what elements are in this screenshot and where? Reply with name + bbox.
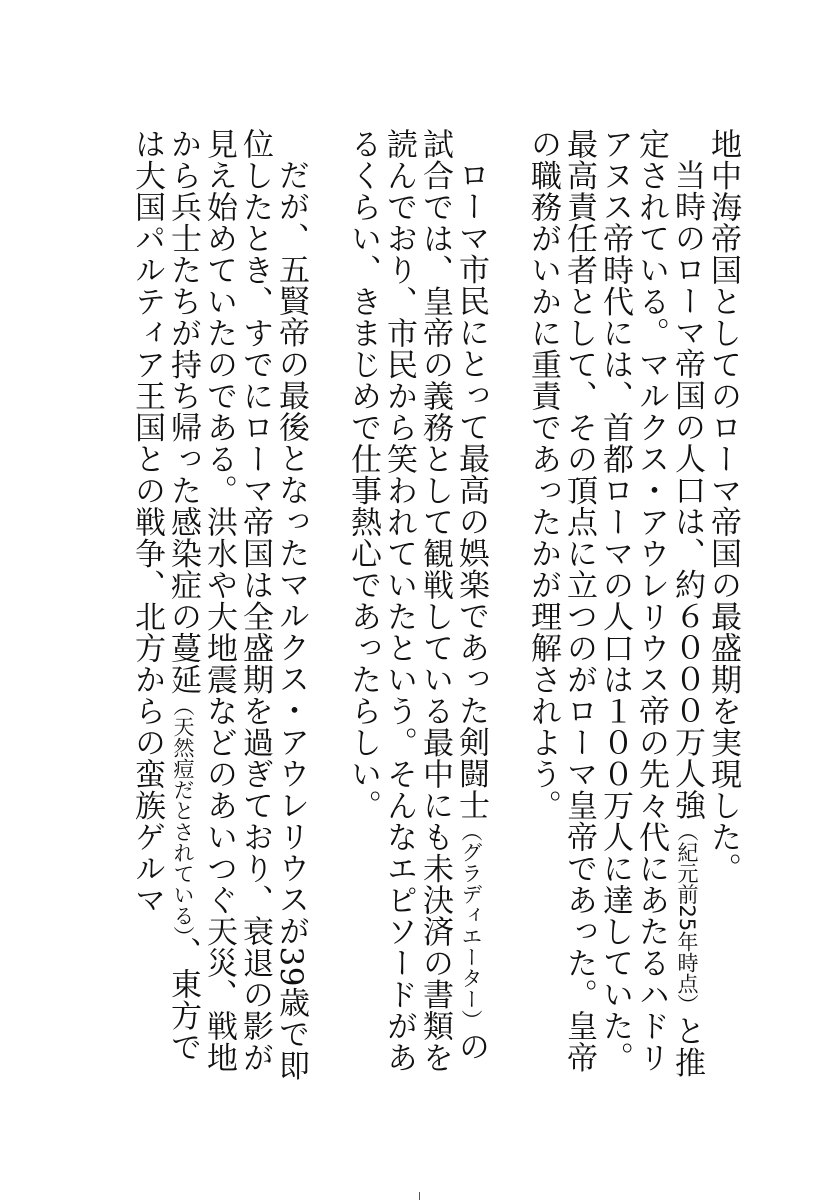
text-run: 当時のローマ帝国の人口は、約６０００万人強 [669, 159, 705, 821]
text-run: ローマ市民にとって最高の娯楽であった剣闘士 [453, 159, 489, 821]
inline-annotation: （グラディエーター） [459, 820, 483, 1031]
text-run: 、東方では大国パルティア王国との戦争、北方からの蛮族ゲルマ [129, 128, 201, 1063]
text-run: の試合では、皇帝の義務として観戦している最中にも未決済の書類を読んでおり、市民から笑われていたという。そんなエピソードがあるくらい、きまじめで仕事熱心であったらしい。 [345, 128, 489, 1073]
page-bottom-mark [419, 1192, 420, 1200]
text-run: 地中海帝国としてのローマ帝国の最盛期を実現した。 [705, 128, 741, 884]
paragraph-2 [525, 128, 705, 1088]
text-run: と推定されている。マルクス・アウレリウス帝の先々代にあたるハドリアヌス帝時代には、首都ローマの人口は１００万人に達していた。最高責任者として、その頂点に立つのがローマ皇帝であった。皇帝の職務がいかに重責であったかが理解されよう。 [525, 128, 705, 1079]
inline-annotation: （天然痘だとされている） [171, 695, 195, 937]
paragraph-1 [705, 128, 741, 1088]
paragraph-4 [129, 128, 309, 1088]
vertical-text-body [129, 128, 741, 1088]
text-run: だが、五賢帝の最後となったマルクス・アウレリウスが39歳で即位したとき、すでにローマ帝国は全盛期を過ぎており、衰退の影が見え始めていたのである。洪水や大地震などのあいつぐ天災、戦地から兵士たちが持ち帰った感染症の蔓延 [165, 128, 309, 1082]
paragraph-3 [345, 128, 489, 1088]
inline-annotation: （紀元前25年時点） [675, 820, 699, 1016]
